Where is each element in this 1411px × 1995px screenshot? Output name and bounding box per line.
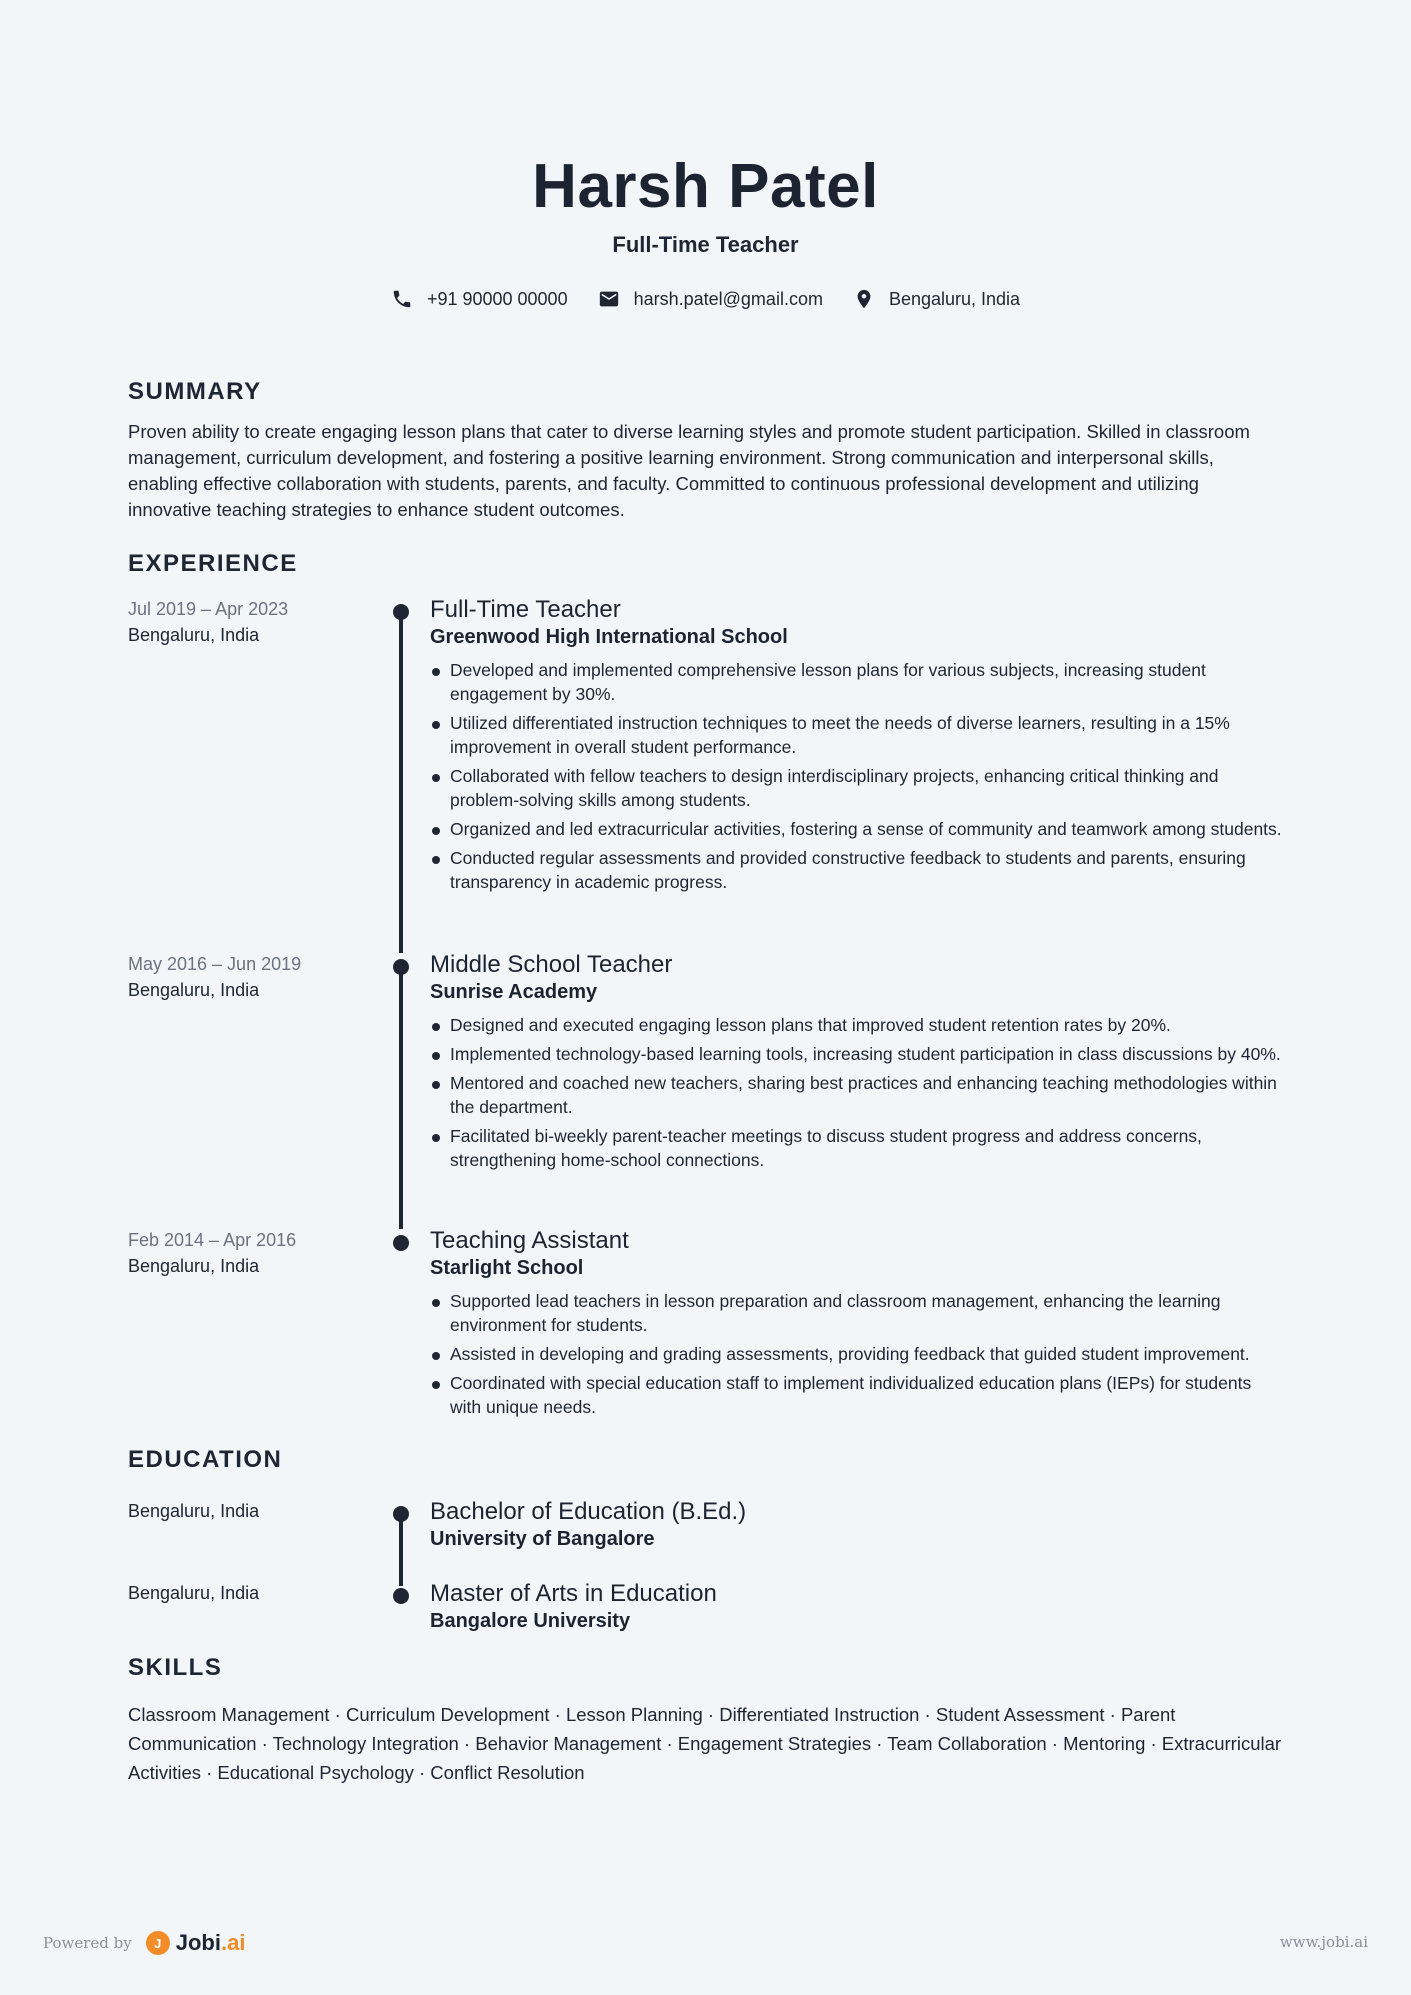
job-title: Teaching Assistant bbox=[430, 1227, 629, 1254]
degree-title: Master of Arts in Education bbox=[430, 1580, 717, 1607]
contact-email-text: harsh.patel@gmail.com bbox=[633, 288, 823, 309]
timeline-rail bbox=[388, 1580, 430, 1662]
timeline-rail bbox=[388, 951, 430, 1227]
jobi-logo-icon: J bbox=[146, 1931, 170, 1955]
experience-item bbox=[128, 951, 1283, 1227]
achievement-item: Utilized differentiated instruction techniques to meet the needs of diverse learners, resulting in a 15% improvement in overall student performance. bbox=[430, 711, 1283, 759]
skills-text: Classroom Management · Curriculum Development · Lesson Planning · Differentiated Instruction · Student Assessment · Parent Communication · Technology Integration · Behavior Management · Engagement Strategies · Team Collaboration · Mentoring · Extracurricular Activities · Educational Psychology · Conflict Resolution bbox=[128, 1704, 1282, 1783]
resume-header bbox=[128, 0, 1283, 310]
jobi-logo-text bbox=[176, 1930, 246, 1956]
timeline-dot bbox=[393, 1588, 409, 1604]
company-name: Sunrise Academy bbox=[430, 981, 598, 1003]
brand-suffix: .ai bbox=[220, 1930, 246, 1955]
timeline-rail bbox=[388, 1227, 430, 1427]
candidate-name: Harsh Patel bbox=[532, 152, 879, 221]
experience-meta bbox=[128, 951, 388, 1227]
experience-date: Jul 2019 – Apr 2023 bbox=[128, 599, 289, 619]
education-location: Bengaluru, India bbox=[128, 1501, 260, 1521]
education-body bbox=[430, 1580, 1283, 1662]
achievement-list bbox=[430, 1289, 1283, 1419]
mail-icon bbox=[598, 288, 620, 310]
experience-list bbox=[128, 596, 1283, 1427]
experience-meta bbox=[128, 596, 388, 951]
timeline-dot bbox=[393, 1235, 409, 1251]
experience-location: Bengaluru, India bbox=[128, 625, 260, 645]
contact-location bbox=[853, 288, 1020, 310]
contact-location-text: Bengaluru, India bbox=[888, 288, 1021, 309]
achievement-item: Conducted regular assessments and provided constructive feedback to students and parents, ensuring transparency in academic progress. bbox=[430, 846, 1283, 894]
contact-phone-text: +91 90000 00000 bbox=[426, 288, 568, 309]
experience-heading: EXPERIENCE bbox=[128, 550, 298, 577]
timeline-rail bbox=[388, 1498, 430, 1580]
timeline-line bbox=[399, 1520, 403, 1586]
school-name: University of Bangalore bbox=[430, 1528, 655, 1550]
achievement-item: Assisted in developing and grading assessments, providing feedback that guided student improvement. bbox=[430, 1342, 1283, 1366]
achievement-item: Designed and executed engaging lesson plans that improved student retention rates by 20%. bbox=[430, 1013, 1283, 1037]
experience-item bbox=[128, 1227, 1283, 1427]
education-list bbox=[128, 1498, 1283, 1662]
experience-section bbox=[128, 550, 1283, 1427]
powered-by-footer bbox=[43, 1930, 245, 1956]
website-link[interactable]: www.jobi.ai bbox=[1279, 1933, 1368, 1951]
timeline-rail bbox=[388, 596, 430, 951]
experience-item bbox=[128, 596, 1283, 951]
achievement-item: Organized and led extracurricular activities, fostering a sense of community and teamwork among students. bbox=[430, 817, 1283, 841]
phone-icon bbox=[391, 288, 413, 310]
contact-phone[interactable] bbox=[391, 288, 568, 310]
achievement-item: Developed and implemented comprehensive lesson plans for various subjects, increasing student engagement by 30%. bbox=[430, 658, 1283, 706]
timeline-line bbox=[399, 618, 403, 953]
summary-text: Proven ability to create engaging lesson plans that cater to diverse learning styles and promote student participation. Skilled in classroom management, curriculum development, and fostering a positive learning environment. Strong communication and interpersonal skills, enabling effective collaboration with students, parents, and faculty. Committed to continuous professional development and utilizing innovative teaching strategies to enhance student outcomes. bbox=[128, 421, 1250, 520]
brand-main: Jobi bbox=[175, 1930, 221, 1955]
experience-location: Bengaluru, India bbox=[128, 980, 260, 1000]
experience-meta bbox=[128, 1227, 388, 1427]
resume-page bbox=[128, 0, 1283, 1783]
achievement-item: Mentored and coached new teachers, sharing best practices and enhancing teaching methodologies within the department. bbox=[430, 1071, 1283, 1119]
timeline-line bbox=[399, 973, 403, 1229]
achievement-item: Collaborated with fellow teachers to design interdisciplinary projects, enhancing critical thinking and problem-solving skills among students. bbox=[430, 764, 1283, 812]
job-title: Middle School Teacher bbox=[430, 951, 673, 978]
skills-section bbox=[128, 1654, 1283, 1787]
company-name: Greenwood High International School bbox=[430, 626, 788, 648]
contact-bar bbox=[128, 288, 1283, 310]
education-item bbox=[128, 1498, 1283, 1580]
education-item bbox=[128, 1580, 1283, 1662]
education-meta bbox=[128, 1498, 388, 1580]
experience-body bbox=[430, 1227, 1283, 1427]
education-heading: EDUCATION bbox=[128, 1446, 283, 1473]
education-section bbox=[128, 1446, 1283, 1662]
education-meta bbox=[128, 1580, 388, 1662]
school-name: Bangalore University bbox=[430, 1610, 631, 1632]
achievement-list bbox=[430, 1013, 1283, 1172]
achievement-item: Supported lead teachers in lesson preparation and classroom management, enhancing the learning environment for students. bbox=[430, 1289, 1283, 1337]
contact-email[interactable] bbox=[598, 288, 823, 310]
experience-date: May 2016 – Jun 2019 bbox=[128, 954, 302, 974]
achievement-list bbox=[430, 658, 1283, 894]
summary-section bbox=[128, 378, 1283, 523]
company-name: Starlight School bbox=[430, 1257, 584, 1279]
summary-heading: SUMMARY bbox=[128, 378, 262, 405]
candidate-role: Full-Time Teacher bbox=[612, 232, 799, 258]
experience-date: Feb 2014 – Apr 2016 bbox=[128, 1230, 297, 1250]
powered-by-label: Powered by bbox=[43, 1934, 132, 1952]
education-body bbox=[430, 1498, 1283, 1580]
experience-body bbox=[430, 596, 1283, 951]
experience-body bbox=[430, 951, 1283, 1227]
achievement-item: Coordinated with special education staff to implement individualized education plans (IEPs) for students with unique needs. bbox=[430, 1371, 1283, 1419]
education-location: Bengaluru, India bbox=[128, 1583, 260, 1603]
job-title: Full-Time Teacher bbox=[430, 596, 621, 623]
skills-heading: SKILLS bbox=[128, 1654, 223, 1681]
location-pin-icon bbox=[853, 288, 875, 310]
achievement-item: Facilitated bi-weekly parent-teacher meetings to discuss student progress and address concerns, strengthening home-school connections. bbox=[430, 1124, 1283, 1172]
jobi-logo[interactable] bbox=[146, 1930, 246, 1956]
degree-title: Bachelor of Education (B.Ed.) bbox=[430, 1498, 747, 1525]
achievement-item: Implemented technology-based learning tools, increasing student participation in class discussions by 40%. bbox=[430, 1042, 1283, 1066]
experience-location: Bengaluru, India bbox=[128, 1256, 260, 1276]
